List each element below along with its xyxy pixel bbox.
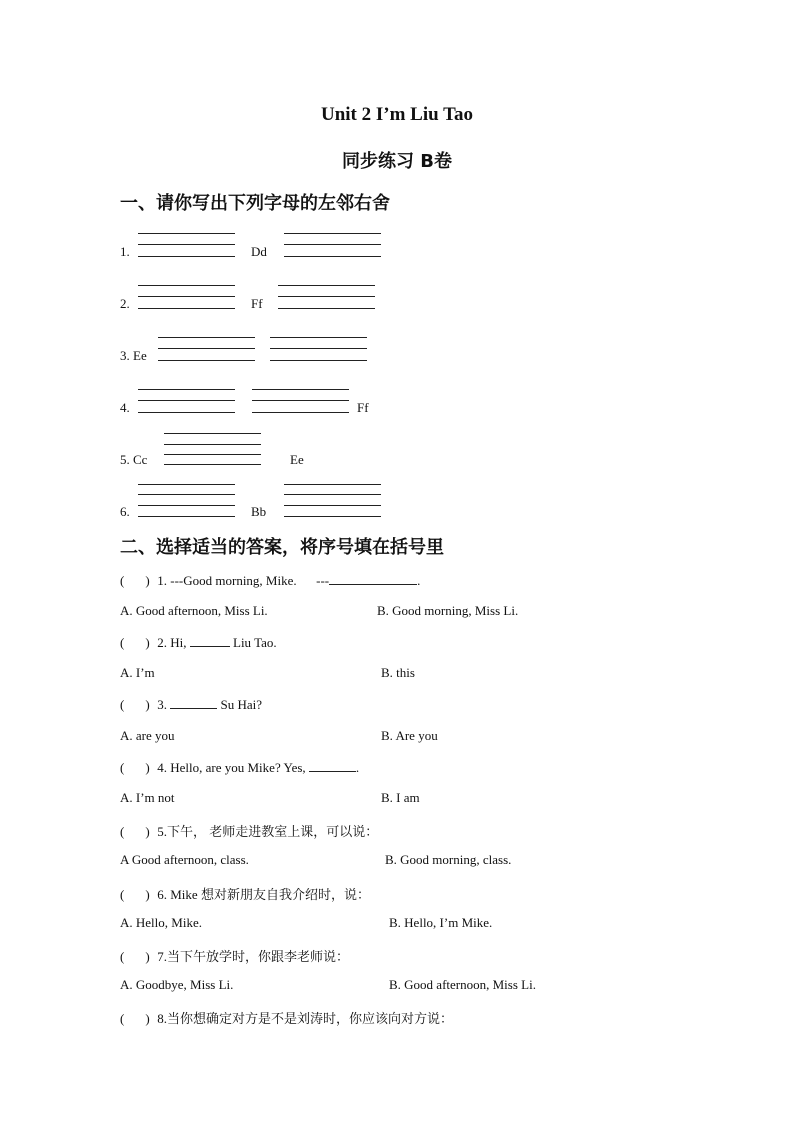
q4-option-b[interactable]: B. I am (381, 790, 420, 805)
item6-number: 6. (120, 504, 130, 519)
page-title: Unit 2 I’m Liu Tao (320, 104, 474, 125)
question-6: ( ) 6. Mike 想对新朋友自我介绍时，说： (120, 887, 370, 902)
item2-number: 2. (120, 296, 130, 311)
answer-blank[interactable] (329, 572, 417, 585)
q2-option-a[interactable]: A. I’m (120, 665, 155, 680)
answer-paren[interactable]: ( ) (120, 635, 150, 650)
answer-paren[interactable]: ( ) (120, 824, 150, 839)
question-7: ( ) 7.当下午放学时，你跟李老师说： (120, 949, 350, 964)
question-4: ( ) 4. Hello, are you Mike? Yes, . (120, 760, 360, 775)
answer-paren[interactable]: ( ) (120, 1011, 150, 1026)
q6-option-a[interactable]: A. Hello, Mike. (120, 915, 202, 930)
question-3: ( ) 3. Su Hai? (120, 697, 263, 712)
item5-letter: Ee (290, 452, 304, 467)
q1-option-b[interactable]: B. Good morning, Miss Li. (377, 603, 519, 618)
answer-paren[interactable]: ( ) (120, 949, 150, 964)
item5-number: 5. Cc (120, 452, 148, 467)
item2-letter: Ff (251, 296, 263, 311)
q7-option-a[interactable]: A. Goodbye, Miss Li. (120, 977, 234, 992)
section1-heading: 一、请你写出下列字母的左邻右舍 (120, 193, 390, 214)
q2-option-b[interactable]: B. this (381, 665, 415, 680)
answer-paren[interactable]: ( ) (120, 697, 150, 712)
q6-option-b[interactable]: B. Hello, I’m Mike. (389, 915, 493, 930)
answer-paren[interactable]: ( ) (120, 887, 150, 902)
q5-option-b[interactable]: B. Good morning, class. (385, 852, 512, 867)
item4-letter: Ff (357, 400, 369, 415)
answer-paren[interactable]: ( ) (120, 573, 150, 588)
q1-option-a[interactable]: A. Good afternoon, Miss Li. (120, 603, 268, 618)
answer-paren[interactable]: ( ) (120, 760, 150, 775)
question-2: ( ) 2. Hi, Liu Tao. (120, 635, 277, 650)
page-subtitle: 同步练习 B卷 (342, 151, 452, 172)
q3-option-a[interactable]: A. are you (120, 728, 175, 743)
item1-number: 1. (120, 244, 130, 259)
q5-option-a[interactable]: A Good afternoon, class. (120, 852, 249, 867)
question-1: ( ) 1. ---Good morning, Mike. --- . (120, 573, 421, 588)
question-8: ( ) 8.当你想确定对方是不是刘涛时，你应该向对方说： (120, 1011, 454, 1026)
item1-letter: Dd (251, 244, 267, 259)
answer-blank[interactable] (170, 696, 217, 709)
item6-letter: Bb (251, 504, 267, 519)
q4-option-a[interactable]: A. I’m not (120, 790, 175, 805)
section2-heading: 二、选择适当的答案，将序号填在括号里 (120, 537, 444, 558)
item4-number: 4. (120, 400, 130, 415)
question-5: ( ) 5.下午， 老师走进教室上课，可以说： (120, 824, 379, 839)
item3-number: 3. Ee (120, 348, 147, 363)
answer-blank[interactable] (309, 759, 356, 772)
q7-option-b[interactable]: B. Good afternoon, Miss Li. (389, 977, 536, 992)
answer-blank[interactable] (190, 634, 230, 647)
q3-option-b[interactable]: B. Are you (381, 728, 438, 743)
